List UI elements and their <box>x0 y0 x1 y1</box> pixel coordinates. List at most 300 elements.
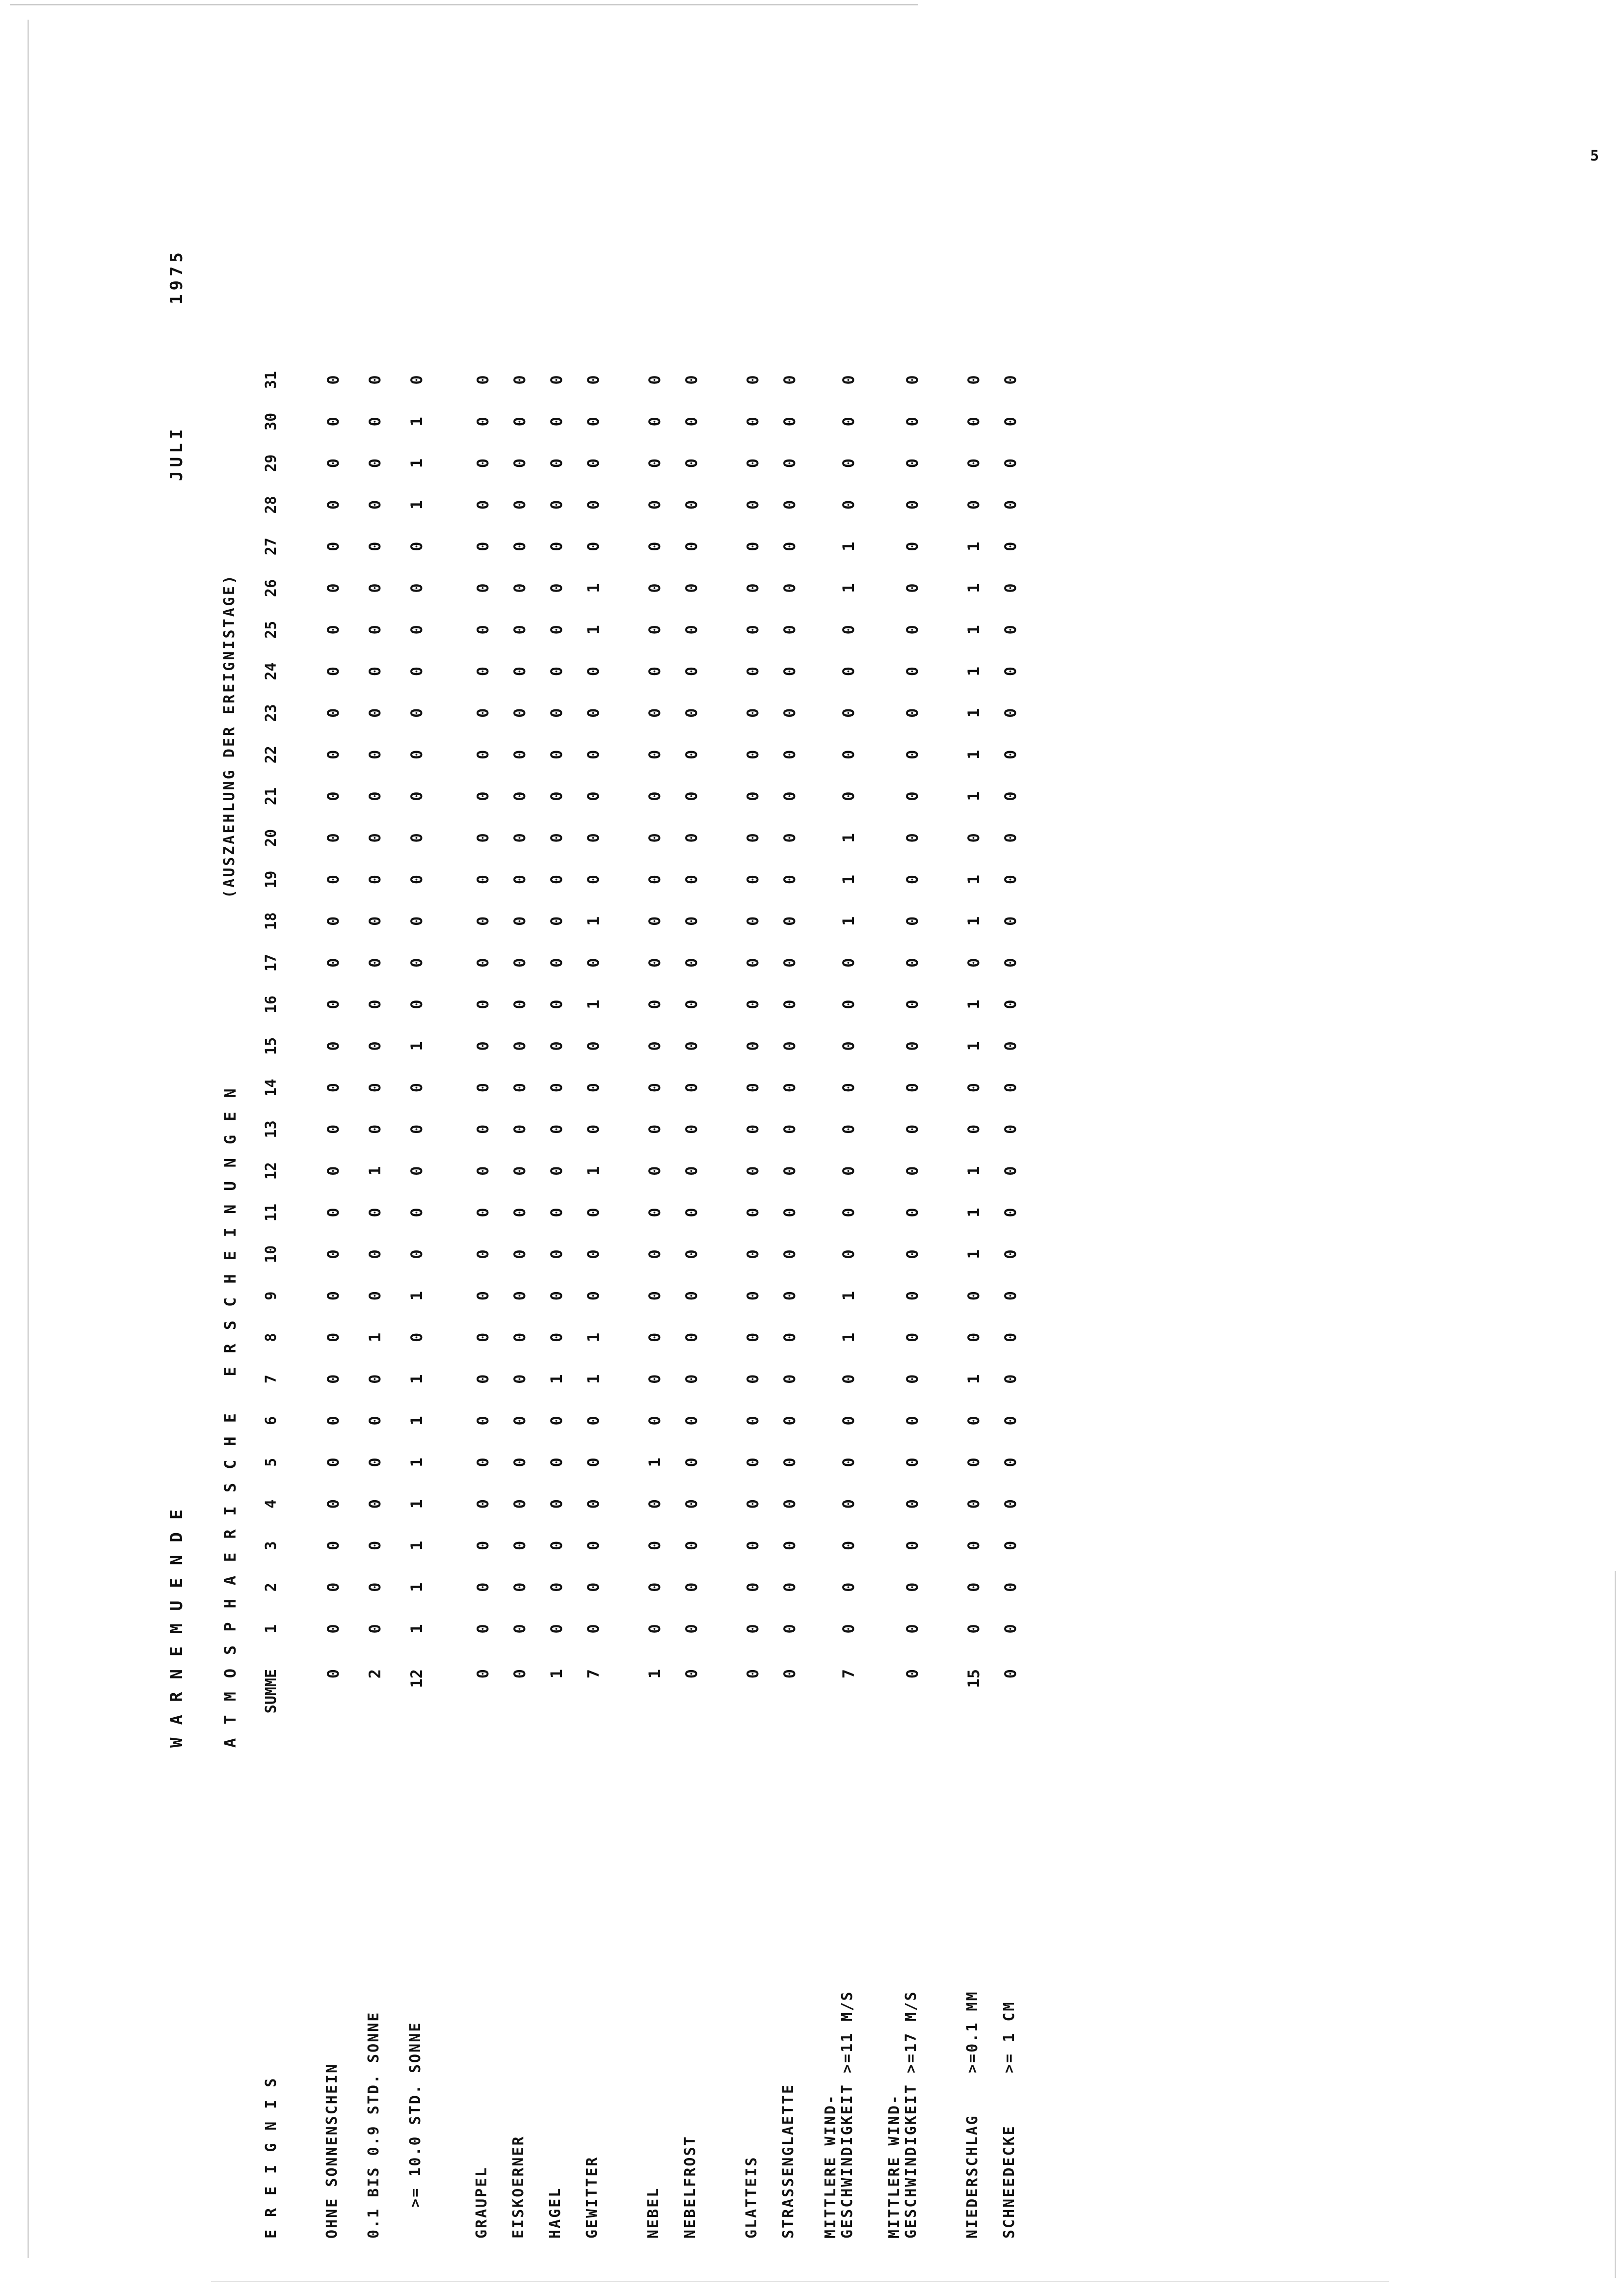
day-cell: 0 <box>510 500 529 510</box>
day-cell: 0 <box>510 791 529 801</box>
day-cell: 0 <box>510 708 529 718</box>
day-cell: 0 <box>682 1332 701 1343</box>
day-cell: 0 <box>366 583 384 593</box>
day-cell: 0 <box>366 1540 384 1551</box>
day-cell: 0 <box>474 1374 492 1384</box>
row-label: NEBEL <box>645 2187 662 2239</box>
row-label: >= 10.0 STD. SONNE <box>407 2021 424 2239</box>
day-cell: 0 <box>1001 791 1020 801</box>
day-cell: 0 <box>584 1540 603 1551</box>
day-cell: 0 <box>366 791 384 801</box>
month: JULI <box>167 425 186 481</box>
day-cell: 0 <box>324 791 343 801</box>
day-cell: 0 <box>903 1124 922 1134</box>
day-cell: 0 <box>839 999 858 1009</box>
day-cell: 0 <box>744 375 762 385</box>
day-cell: 0 <box>1001 666 1020 676</box>
day-cell: 0 <box>324 500 343 510</box>
day-cell: 0 <box>324 1582 343 1592</box>
day-cell: 1 <box>839 541 858 551</box>
day-cell: 0 <box>584 1458 603 1467</box>
day-cell: 0 <box>964 1124 983 1134</box>
day-cell: 1 <box>964 999 983 1009</box>
day-cell: 0 <box>510 1332 529 1343</box>
day-cell: 0 <box>780 916 799 926</box>
day-cell: 0 <box>645 375 664 385</box>
day-header: 26 <box>263 579 280 597</box>
day-cell: 0 <box>366 458 384 468</box>
day-cell: 0 <box>780 1041 799 1051</box>
day-cell: 0 <box>407 583 426 593</box>
day-cell: 0 <box>682 999 701 1009</box>
day-header: 8 <box>263 1333 280 1342</box>
day-cell: 0 <box>682 500 701 510</box>
day-cell: 0 <box>645 1582 664 1592</box>
day-cell: 0 <box>903 375 922 385</box>
day-cell: 0 <box>839 1124 858 1134</box>
day-cell: 0 <box>324 916 343 926</box>
day-cell: 0 <box>324 1624 343 1634</box>
day-cell: 0 <box>839 417 858 427</box>
day-cell: 0 <box>366 1208 384 1217</box>
day-cell: 0 <box>744 500 762 510</box>
day-cell: 0 <box>474 1499 492 1509</box>
day-cell: 0 <box>324 1332 343 1343</box>
day-cell: 0 <box>324 1540 343 1551</box>
day-cell: 0 <box>780 1082 799 1093</box>
day-cell: 0 <box>510 1166 529 1176</box>
day-cell: 0 <box>474 1540 492 1551</box>
row-label: MITTLERE WIND- GESCHWINDIGKEIT >=11 M/S <box>822 1990 856 2239</box>
day-cell: 0 <box>903 625 922 635</box>
day-cell: 0 <box>903 500 922 510</box>
day-cell: 0 <box>744 1624 762 1634</box>
day-cell: 1 <box>964 583 983 593</box>
day-cell: 0 <box>645 625 664 635</box>
day-cell: 0 <box>682 583 701 593</box>
day-cell: 0 <box>547 750 566 759</box>
day-cell: 0 <box>903 791 922 801</box>
day-cell: 0 <box>366 1124 384 1134</box>
day-cell: 0 <box>780 958 799 968</box>
day-cell: 0 <box>645 916 664 926</box>
day-cell: 0 <box>510 625 529 635</box>
day-cell: 0 <box>780 1374 799 1384</box>
day-cell: 0 <box>474 1166 492 1176</box>
day-cell: 0 <box>584 1082 603 1093</box>
day-header: 5 <box>263 1458 280 1467</box>
day-cell: 1 <box>407 1624 426 1634</box>
day-cell: 1 <box>584 1374 603 1384</box>
day-cell: 1 <box>407 417 426 427</box>
day-cell: 0 <box>474 958 492 968</box>
day-cell: 0 <box>547 1624 566 1634</box>
day-cell: 0 <box>964 1540 983 1551</box>
row-sum: 1 <box>547 1669 566 1679</box>
day-cell: 0 <box>324 958 343 968</box>
day-cell: 0 <box>645 1332 664 1343</box>
row-sum: 0 <box>682 1669 701 1679</box>
day-cell: 0 <box>366 1624 384 1634</box>
day-cell: 0 <box>474 1041 492 1051</box>
day-cell: 0 <box>324 625 343 635</box>
day-cell: 0 <box>903 708 922 718</box>
row-sum: 7 <box>584 1669 603 1679</box>
row-label: GRAUPEL <box>473 2166 490 2239</box>
day-cell: 0 <box>744 1499 762 1509</box>
day-cell: 0 <box>1001 1332 1020 1343</box>
day-cell: 0 <box>1001 833 1020 843</box>
scan-edge-bottom <box>211 2281 1389 2282</box>
day-header: 4 <box>263 1499 280 1509</box>
day-cell: 0 <box>324 750 343 759</box>
day-cell: 1 <box>964 625 983 635</box>
day-cell: 0 <box>510 958 529 968</box>
day-cell: 0 <box>1001 1208 1020 1217</box>
day-cell: 0 <box>547 625 566 635</box>
day-cell: 0 <box>682 625 701 635</box>
day-cell: 0 <box>682 1374 701 1384</box>
sum-column-header: SUMME <box>263 1669 280 1714</box>
day-cell: 0 <box>903 999 922 1009</box>
row-sum: 0 <box>903 1669 922 1679</box>
day-cell: 0 <box>964 1332 983 1343</box>
day-cell: 1 <box>407 1291 426 1301</box>
day-cell: 1 <box>366 1332 384 1343</box>
day-cell: 0 <box>964 1458 983 1467</box>
day-cell: 0 <box>407 375 426 385</box>
day-cell: 0 <box>324 1249 343 1259</box>
day-cell: 0 <box>839 1374 858 1384</box>
day-cell: 0 <box>474 1124 492 1134</box>
day-cell: 1 <box>584 583 603 593</box>
day-cell: 0 <box>780 1624 799 1634</box>
row-sum: 15 <box>964 1669 983 1688</box>
day-cell: 0 <box>682 1124 701 1134</box>
day-cell: 0 <box>744 833 762 843</box>
day-cell: 0 <box>903 1291 922 1301</box>
day-cell: 1 <box>407 1041 426 1051</box>
day-cell: 0 <box>645 1249 664 1259</box>
day-cell: 0 <box>903 958 922 968</box>
day-cell: 0 <box>780 750 799 759</box>
day-cell: 0 <box>682 833 701 843</box>
day-cell: 0 <box>584 1124 603 1134</box>
day-cell: 0 <box>324 1166 343 1176</box>
day-cell: 0 <box>903 1166 922 1176</box>
day-cell: 0 <box>547 1458 566 1467</box>
day-cell: 0 <box>645 791 664 801</box>
day-header: 18 <box>263 912 280 930</box>
day-cell: 0 <box>407 999 426 1009</box>
day-cell: 0 <box>645 958 664 968</box>
day-cell: 0 <box>903 583 922 593</box>
day-cell: 0 <box>780 625 799 635</box>
day-cell: 0 <box>964 958 983 968</box>
day-cell: 0 <box>1001 375 1020 385</box>
day-cell: 0 <box>903 1208 922 1217</box>
day-cell: 0 <box>584 666 603 676</box>
row-label: OHNE SONNENSCHEIN <box>323 2062 341 2239</box>
day-cell: 0 <box>547 1540 566 1551</box>
day-cell: 0 <box>645 1624 664 1634</box>
day-cell: 0 <box>839 1458 858 1467</box>
day-cell: 0 <box>645 1208 664 1217</box>
day-cell: 0 <box>645 666 664 676</box>
day-cell: 0 <box>645 583 664 593</box>
day-cell: 0 <box>780 1416 799 1426</box>
day-cell: 0 <box>366 958 384 968</box>
day-cell: 0 <box>324 708 343 718</box>
day-cell: 0 <box>584 500 603 510</box>
day-cell: 0 <box>744 1249 762 1259</box>
day-cell: 0 <box>547 916 566 926</box>
day-cell: 0 <box>510 1458 529 1467</box>
row-sum: 0 <box>744 1669 762 1679</box>
day-cell: 0 <box>780 1249 799 1259</box>
day-header: 25 <box>263 621 280 639</box>
day-cell: 0 <box>510 833 529 843</box>
day-cell: 0 <box>682 750 701 759</box>
day-cell: 0 <box>780 1458 799 1467</box>
day-header: 23 <box>263 704 280 722</box>
day-cell: 0 <box>903 666 922 676</box>
day-cell: 1 <box>645 1458 664 1467</box>
day-cell: 0 <box>645 458 664 468</box>
day-cell: 0 <box>903 1458 922 1467</box>
day-cell: 1 <box>584 625 603 635</box>
day-header: 31 <box>263 371 280 389</box>
day-cell: 0 <box>682 1166 701 1176</box>
day-cell: 0 <box>839 708 858 718</box>
day-cell: 0 <box>474 1291 492 1301</box>
day-cell: 0 <box>744 750 762 759</box>
day-cell: 1 <box>839 583 858 593</box>
day-cell: 0 <box>645 1374 664 1384</box>
day-cell: 0 <box>510 1582 529 1592</box>
day-cell: 0 <box>474 1582 492 1592</box>
day-cell: 0 <box>645 1124 664 1134</box>
day-cell: 0 <box>547 999 566 1009</box>
day-header: 12 <box>263 1162 280 1180</box>
day-cell: 0 <box>407 625 426 635</box>
day-cell: 0 <box>744 1582 762 1592</box>
day-cell: 0 <box>366 541 384 551</box>
day-cell: 0 <box>584 1582 603 1592</box>
day-cell: 0 <box>584 1499 603 1509</box>
day-cell: 0 <box>744 625 762 635</box>
day-cell: 0 <box>744 458 762 468</box>
day-cell: 0 <box>903 1540 922 1551</box>
day-cell: 1 <box>964 708 983 718</box>
day-cell: 0 <box>584 833 603 843</box>
day-cell: 0 <box>547 833 566 843</box>
day-cell: 0 <box>744 1166 762 1176</box>
row-label: EISKOERNER <box>510 2135 527 2239</box>
row-sum: 7 <box>839 1669 858 1679</box>
day-cell: 0 <box>366 1374 384 1384</box>
day-header: 7 <box>263 1375 280 1384</box>
day-cell: 0 <box>1001 1582 1020 1592</box>
day-cell: 0 <box>903 1416 922 1426</box>
row-label: SCHNEEDECKE >= 1 CM <box>1001 2000 1018 2239</box>
day-cell: 0 <box>510 999 529 1009</box>
day-cell: 0 <box>839 375 858 385</box>
day-cell: 0 <box>474 874 492 885</box>
day-cell: 0 <box>510 375 529 385</box>
day-cell: 0 <box>324 1499 343 1509</box>
day-cell: 0 <box>839 750 858 759</box>
day-cell: 0 <box>324 1124 343 1134</box>
day-cell: 0 <box>1001 583 1020 593</box>
day-header: 20 <box>263 829 280 847</box>
day-cell: 0 <box>407 666 426 676</box>
day-cell: 0 <box>964 458 983 468</box>
table-subtitle: (AUSZAEHLUNG DER EREIGNISTAGE) <box>221 573 238 898</box>
day-cell: 0 <box>682 458 701 468</box>
day-cell: 0 <box>903 417 922 427</box>
day-cell: 0 <box>839 666 858 676</box>
day-cell: 0 <box>584 458 603 468</box>
day-cell: 0 <box>645 750 664 759</box>
day-cell: 0 <box>366 750 384 759</box>
row-sum: 0 <box>510 1669 529 1679</box>
day-cell: 0 <box>903 1041 922 1051</box>
day-cell: 0 <box>407 1332 426 1343</box>
day-cell: 0 <box>366 1082 384 1093</box>
row-sum: 1 <box>645 1669 664 1679</box>
day-cell: 1 <box>839 1332 858 1343</box>
day-cell: 1 <box>407 500 426 510</box>
row-sum: 12 <box>407 1669 426 1688</box>
day-cell: 1 <box>839 874 858 885</box>
page-number: 5 <box>1590 147 1599 164</box>
day-cell: 1 <box>964 1041 983 1051</box>
row-sum: 2 <box>366 1669 384 1679</box>
day-header: 24 <box>263 662 280 680</box>
day-cell: 1 <box>407 1499 426 1509</box>
day-cell: 0 <box>547 1582 566 1592</box>
day-cell: 0 <box>682 958 701 968</box>
day-cell: 0 <box>780 833 799 843</box>
day-cell: 0 <box>324 1041 343 1051</box>
row-label: MITTLERE WIND- GESCHWINDIGKEIT >=17 M/S <box>886 1990 920 2239</box>
day-cell: 0 <box>780 999 799 1009</box>
day-cell: 0 <box>510 583 529 593</box>
scan-edge-left <box>27 20 29 2258</box>
day-cell: 0 <box>744 1082 762 1093</box>
day-cell: 0 <box>1001 958 1020 968</box>
day-cell: 0 <box>682 708 701 718</box>
day-cell: 0 <box>584 708 603 718</box>
row-sum: 0 <box>780 1669 799 1679</box>
day-cell: 0 <box>407 916 426 926</box>
day-cell: 0 <box>584 874 603 885</box>
row-label: 0.1 BIS 0.9 STD. SONNE <box>365 2011 382 2239</box>
day-cell: 0 <box>547 958 566 968</box>
day-cell: 0 <box>780 541 799 551</box>
day-cell: 0 <box>474 666 492 676</box>
day-cell: 0 <box>324 1291 343 1301</box>
day-cell: 0 <box>324 874 343 885</box>
day-cell: 0 <box>1001 625 1020 635</box>
day-cell: 0 <box>510 1624 529 1634</box>
day-cell: 0 <box>744 1124 762 1134</box>
day-cell: 0 <box>744 791 762 801</box>
day-cell: 0 <box>407 958 426 968</box>
day-cell: 0 <box>324 833 343 843</box>
day-cell: 0 <box>903 1249 922 1259</box>
day-cell: 1 <box>584 999 603 1009</box>
day-cell: 0 <box>474 1208 492 1217</box>
day-cell: 0 <box>1001 999 1020 1009</box>
day-header: 10 <box>263 1245 280 1263</box>
day-cell: 0 <box>407 1166 426 1176</box>
day-cell: 0 <box>474 1416 492 1426</box>
day-cell: 1 <box>964 750 983 759</box>
day-cell: 0 <box>964 375 983 385</box>
day-cell: 0 <box>964 500 983 510</box>
day-cell: 0 <box>839 791 858 801</box>
day-cell: 0 <box>645 1166 664 1176</box>
day-cell: 0 <box>839 1041 858 1051</box>
day-cell: 0 <box>780 375 799 385</box>
day-cell: 0 <box>510 750 529 759</box>
day-cell: 0 <box>407 708 426 718</box>
day-cell: 1 <box>584 1332 603 1343</box>
day-cell: 0 <box>366 417 384 427</box>
day-cell: 0 <box>645 1041 664 1051</box>
day-cell: 1 <box>407 1374 426 1384</box>
day-cell: 0 <box>903 1374 922 1384</box>
day-cell: 0 <box>964 417 983 427</box>
day-cell: 0 <box>510 541 529 551</box>
day-cell: 0 <box>474 916 492 926</box>
day-cell: 0 <box>903 1082 922 1093</box>
day-cell: 0 <box>682 1416 701 1426</box>
day-cell: 0 <box>324 666 343 676</box>
day-cell: 0 <box>780 874 799 885</box>
day-cell: 0 <box>510 1499 529 1509</box>
day-cell: 0 <box>1001 458 1020 468</box>
day-cell: 0 <box>474 999 492 1009</box>
day-cell: 0 <box>1001 916 1020 926</box>
day-cell: 0 <box>780 708 799 718</box>
day-cell: 1 <box>964 1208 983 1217</box>
day-cell: 0 <box>584 1208 603 1217</box>
day-cell: 0 <box>547 1082 566 1093</box>
day-cell: 0 <box>645 1291 664 1301</box>
day-header: 30 <box>263 412 280 431</box>
day-cell: 0 <box>547 874 566 885</box>
day-cell: 0 <box>366 833 384 843</box>
day-cell: 0 <box>1001 1124 1020 1134</box>
day-cell: 1 <box>547 1374 566 1384</box>
day-cell: 0 <box>839 1208 858 1217</box>
day-cell: 0 <box>474 500 492 510</box>
day-cell: 0 <box>547 541 566 551</box>
day-cell: 0 <box>903 1624 922 1634</box>
day-cell: 0 <box>510 1249 529 1259</box>
day-cell: 0 <box>366 1041 384 1051</box>
day-cell: 0 <box>682 666 701 676</box>
day-cell: 0 <box>744 541 762 551</box>
day-cell: 0 <box>1001 1249 1020 1259</box>
day-cell: 0 <box>780 1540 799 1551</box>
day-header: 16 <box>263 995 280 1014</box>
day-cell: 0 <box>839 1166 858 1176</box>
day-cell: 0 <box>407 1249 426 1259</box>
